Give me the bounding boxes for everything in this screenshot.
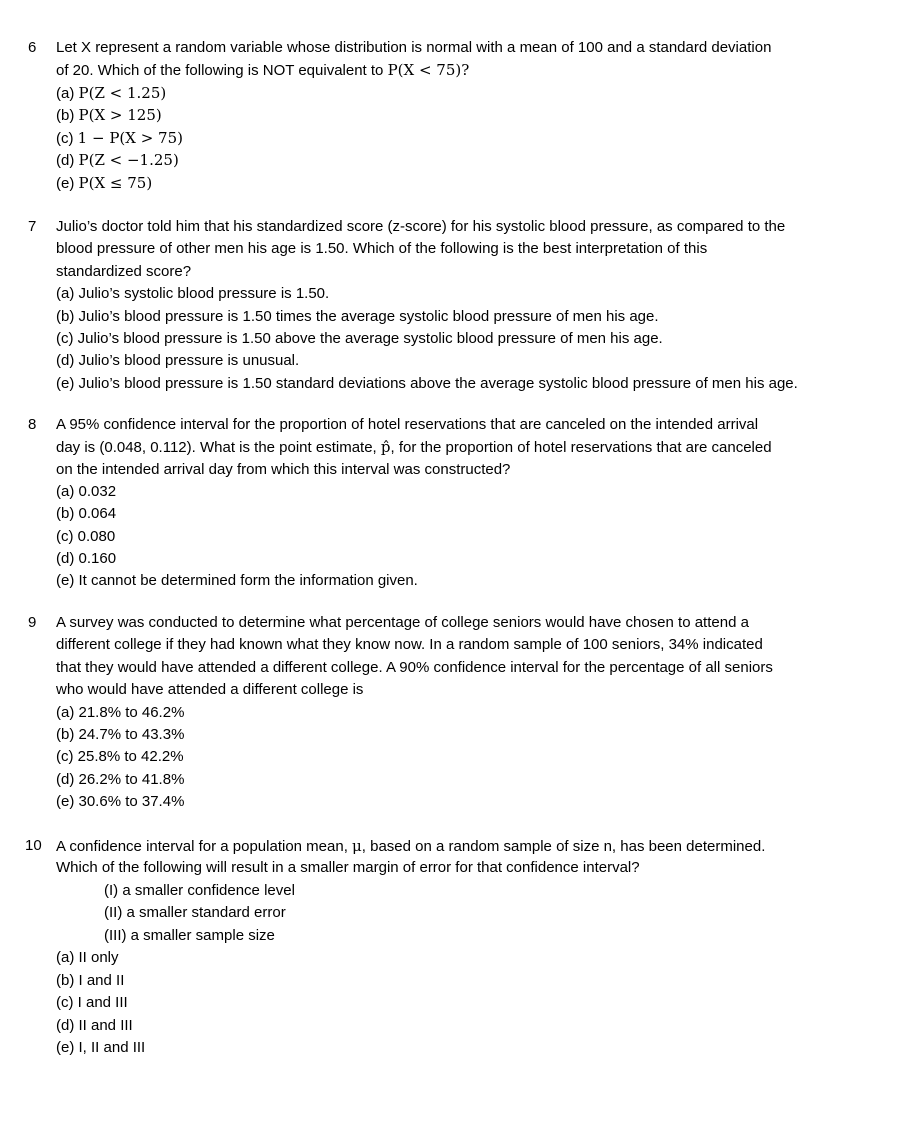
statement-item: (II) a smaller standard error (104, 904, 286, 921)
answer-option: (a) 0.032 (56, 483, 117, 500)
question-stem-line (56, 59, 469, 82)
option-label: (b) (56, 107, 79, 124)
answer-option: (e) Julio’s blood pressure is 1.50 standard deviations above the average systolic blood pressure of men his age. (56, 375, 798, 392)
question-stem-line (56, 835, 765, 858)
question-stem-line: on the intended arrival day from which this interval was constructed? (56, 461, 511, 478)
question-stem-line: A survey was conducted to determine what percentage of college seniors would have chosen to attend a (56, 614, 749, 631)
answer-option: (b) Julio’s blood pressure is 1.50 times the average systolic blood pressure of men his age. (56, 308, 659, 325)
option-math: P(X > 125) (78, 106, 162, 124)
question-stem-line: A 95% confidence interval for the proportion of hotel reservations that are canceled on the intended arrival (56, 416, 759, 433)
stem-text: , based on a random sample of size n, has been determined. (361, 838, 766, 855)
answer-option (56, 82, 166, 105)
question-stem-line: standardized score? (56, 263, 192, 280)
answer-option (56, 172, 152, 195)
stem-text: A confidence interval for a population mean, (56, 838, 353, 855)
question-stem-line: who would have attended a different college is (56, 681, 364, 698)
stem-text: day is (0.048, 0.112). What is the point estimate, (56, 439, 381, 456)
answer-option: (d) 26.2% to 41.8% (56, 771, 185, 788)
option-math: 1 − P(X > 75) (77, 129, 183, 147)
answer-option: (b) I and II (56, 972, 125, 989)
question-number: 6 (28, 39, 37, 56)
option-math: P(Z < −1.25) (78, 151, 179, 169)
question-number: 10 (25, 837, 42, 854)
answer-option: (c) I and III (56, 994, 128, 1011)
answer-option (56, 127, 183, 150)
answer-option: (a) 21.8% to 46.2% (56, 704, 185, 721)
answer-option: (b) 24.7% to 43.3% (56, 726, 185, 743)
answer-option: (b) 0.064 (56, 505, 117, 522)
question-stem-line (56, 436, 772, 459)
answer-option: (d) Julio’s blood pressure is unusual. (56, 352, 300, 369)
answer-option: (e) I, II and III (56, 1039, 146, 1056)
answer-option: (e) It cannot be determined form the information given. (56, 572, 418, 589)
answer-option (56, 149, 179, 172)
question-stem-line: that they would have attended a different college. A 90% confidence interval for the percentage of all seniors (56, 659, 773, 676)
answer-option (56, 104, 162, 127)
option-label: (c) (56, 130, 78, 147)
answer-option: (c) 0.080 (56, 528, 116, 545)
question-stem-line: Which of the following will result in a smaller margin of error for that confidence interval? (56, 859, 640, 876)
question-number: 9 (28, 614, 37, 631)
statement-item: (I) a smaller confidence level (104, 882, 295, 899)
option-label: (d) (56, 152, 79, 169)
stem-math: P(X < 75)? (387, 61, 470, 79)
answer-option: (d) 0.160 (56, 550, 117, 567)
option-math: P(Z < 1.25) (78, 84, 167, 102)
answer-option: (c) Julio’s blood pressure is 1.50 above the average systolic blood pressure of men his age. (56, 330, 663, 347)
statement-item: (III) a smaller sample size (104, 927, 275, 944)
option-label: (e) (56, 175, 79, 192)
question-number: 8 (28, 416, 37, 433)
question-stem-line: Julio’s doctor told him that his standardized score (z-score) for his systolic blood pressure, as compared to the (56, 218, 786, 235)
mu-symbol: μ (352, 837, 362, 855)
question-number: 7 (28, 218, 37, 235)
p-hat-symbol: p̂ (380, 438, 391, 456)
answer-option: (e) 30.6% to 37.4% (56, 793, 185, 810)
stem-text: , for the proportion of hotel reservations that are canceled (390, 439, 772, 456)
answer-option: (a) II only (56, 949, 119, 966)
option-math: P(X ≤ 75) (78, 174, 153, 192)
answer-option: (a) Julio’s systolic blood pressure is 1.50. (56, 285, 330, 302)
question-stem-line: blood pressure of other men his age is 1.50. Which of the following is the best interpretation of this (56, 240, 708, 257)
question-stem-line: different college if they had known what they know now. In a random sample of 100 seniors, 34% indicated (56, 636, 763, 653)
answer-option: (d) II and III (56, 1017, 133, 1034)
answer-option: (c) 25.8% to 42.2% (56, 748, 184, 765)
option-label: (a) (56, 85, 79, 102)
question-stem-line: Let X represent a random variable whose distribution is normal with a mean of 100 and a standard deviation (56, 39, 772, 56)
stem-text: of 20. Which of the following is NOT equivalent to (56, 62, 388, 79)
